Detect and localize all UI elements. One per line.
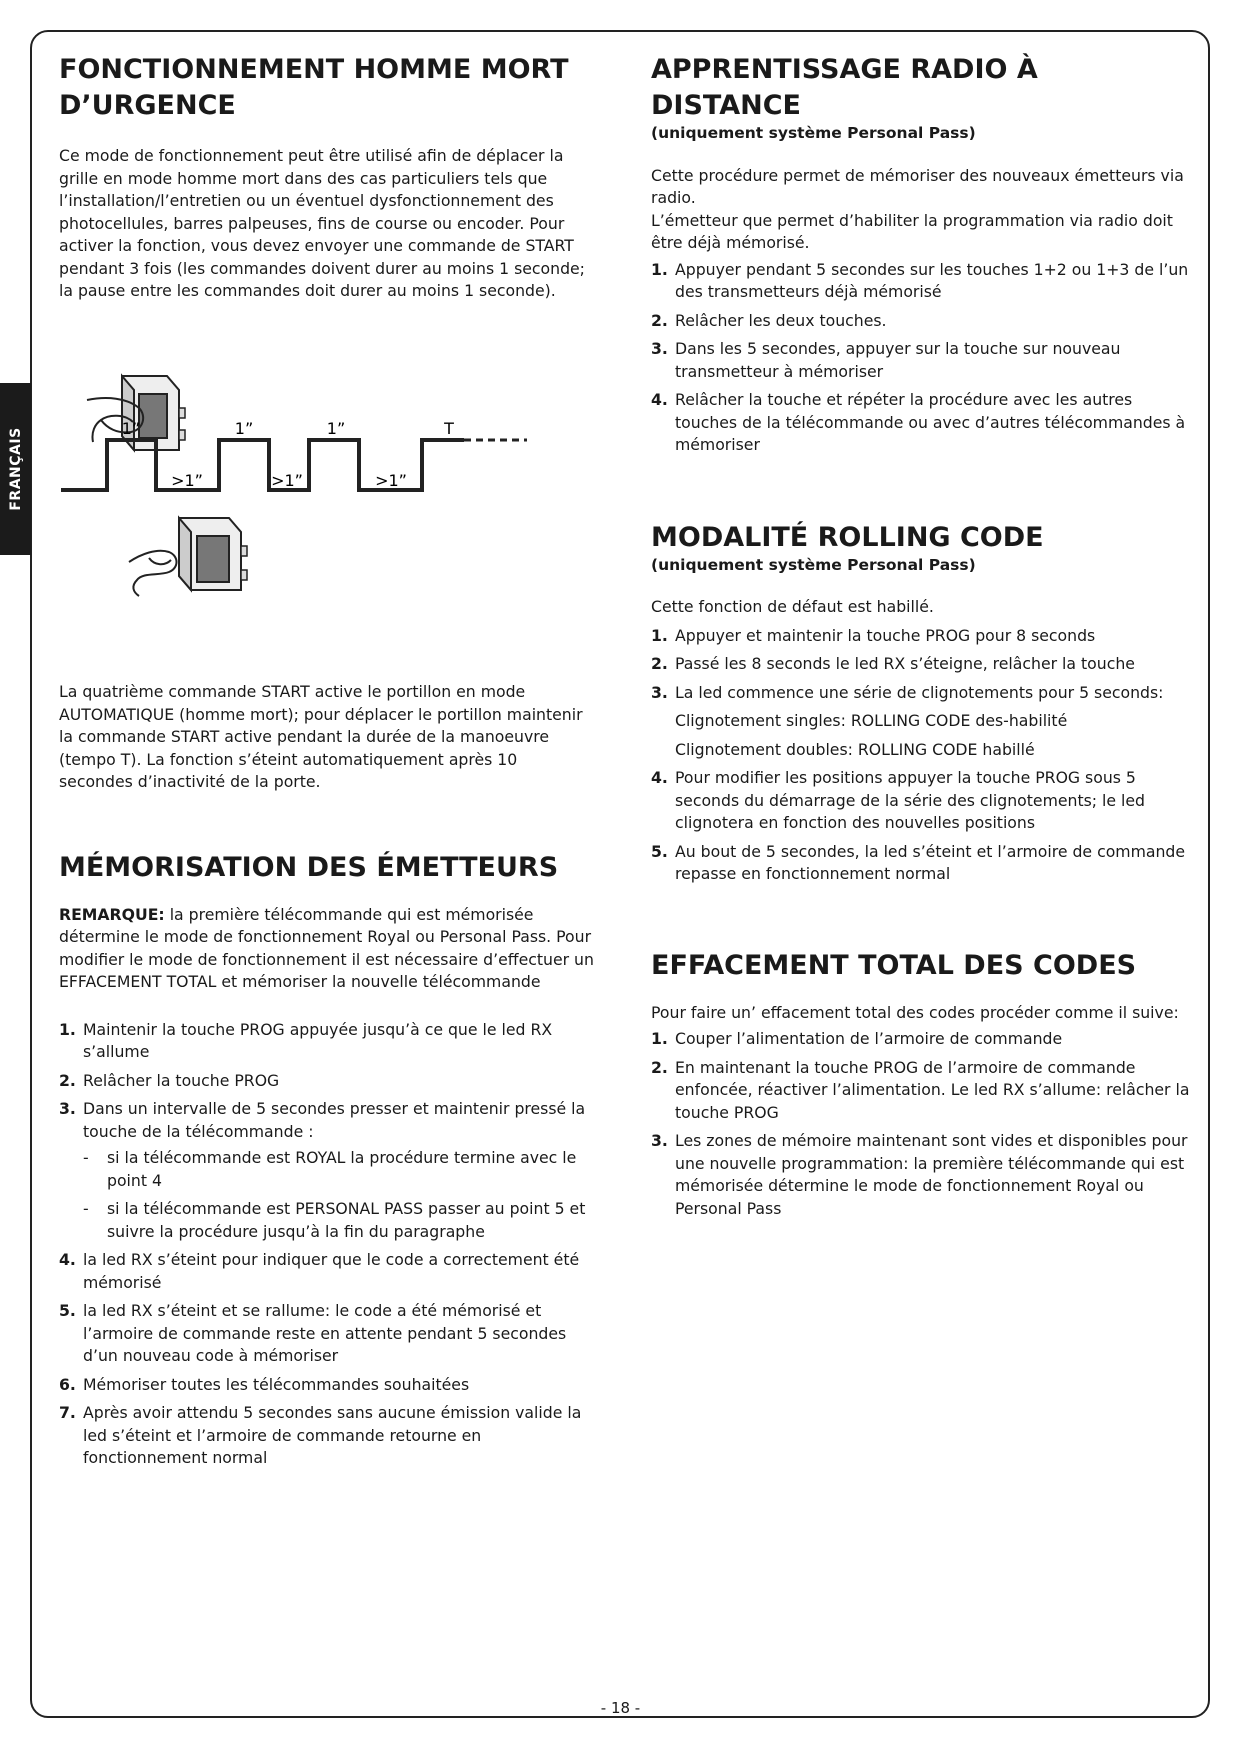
section-title-homme-mort: FONCTIONNEMENT HOMME MORT D’URGENCE — [59, 54, 569, 121]
note-label: REMARQUE: — [59, 904, 165, 924]
language-tab-label: FRANÇAIS — [7, 427, 24, 511]
step-number: 3. — [651, 682, 668, 702]
step-text: Pour modifier les positions appuyer la touche PROG sous 5 seconds du démarrage de la série des clignotements; le led clignotera en fonction des nouvelles positions — [675, 768, 1146, 832]
step-number: 2. — [651, 310, 668, 330]
page-number: - 18 - — [600, 1699, 641, 1717]
pulse-label: T — [444, 419, 454, 438]
step-text: la led RX s’éteint pour indiquer que le code a correctement été mémorisé — [83, 1250, 580, 1292]
note-text: la première télécommande qui est mémorisée détermine le mode de fonctionnement Royal ou Personal Pass. Pour modifier le mode de fonctionnement il est nécessaire d’effectuer un EFFACEMENT TOTAL et mémoriser la nouvelle télécommande — [59, 904, 594, 991]
step-number: 6. — [59, 1374, 76, 1394]
section-subtitle: (uniquement système Personal Pass) — [651, 555, 976, 574]
list-item — [651, 767, 1191, 835]
right-column — [651, 52, 1191, 1226]
left-column — [59, 52, 594, 303]
step-text: Appuyer et maintenir la touche PROG pour 8 seconds — [675, 625, 1096, 645]
list-item — [651, 625, 1191, 648]
rolling-code-intro: Cette fonction de défaut est habillé. — [651, 597, 934, 616]
memorisation-note — [59, 904, 594, 994]
sub-list-item — [83, 1147, 594, 1192]
step-number: 2. — [59, 1070, 76, 1090]
step-number: 1. — [651, 259, 668, 279]
step-text: En maintenant la touche PROG de l’armoire de commande enfoncée, réactiver l’alimentation. Le led RX s’allume: relâcher la touche PROG — [675, 1057, 1190, 1122]
list-item — [651, 259, 1191, 304]
effacement-steps — [651, 1028, 1191, 1220]
sub-step-text: si la télécommande est PERSONAL PASS passer au point 5 et suivre la procédure jusqu’à la fin du paragraphe — [107, 1199, 586, 1241]
step-text: Appuyer pendant 5 secondes sur les touches 1+2 ou 1+3 de l’un des transmetteurs déjà mémorisé — [675, 259, 1189, 301]
sub-list-item — [83, 1198, 594, 1243]
timing-diagram-svg — [59, 358, 619, 668]
step-text: Relâcher les deux touches. — [675, 310, 887, 330]
list-item — [651, 1028, 1191, 1051]
list-item — [59, 1402, 594, 1470]
pause-label: >1” — [171, 471, 203, 490]
homme-mort-paragraph-2: La quatrième commande START active le portillon en mode AUTOMATIQUE (homme mort); pour déplacer le portillon maintenir la commande START active pendant la durée de la manoeuvre (tempo T). La fonction s’éteint automatiquement après 10 secondes d’inactivité de la porte. — [59, 682, 583, 791]
step-text: Maintenir la touche PROG appuyée jusqu’à ce que le led RX s’allume — [83, 1019, 553, 1061]
step-number: 4. — [59, 1250, 76, 1269]
step-number: 2. — [651, 654, 668, 673]
section-title-memorisation: MÉMORISATION DES ÉMETTEURS — [59, 851, 559, 883]
dash-marker: - — [83, 1199, 89, 1218]
apprentissage-intro-2: L’émetteur que permet d’habiliter la programmation via radio doit être déjà mémorisé. — [651, 210, 1173, 252]
step-number: 3. — [651, 339, 668, 358]
pause-label: >1” — [375, 471, 407, 490]
effacement-intro: Pour faire un’ effacement total des codes procéder comme il suive: — [651, 1002, 1179, 1022]
step-number: 3. — [59, 1099, 76, 1118]
step-number: 4. — [651, 768, 668, 787]
section-title-apprentissage: APPRENTISSAGE RADIO À DISTANCE — [651, 54, 1038, 121]
dash-marker: - — [83, 1148, 89, 1167]
homme-mort-paragraph: Ce mode de fonctionnement peut être utilisé afin de déplacer la grille en mode homme mort dans des cas particuliers tels que l’installation/l’entretien ou un éventuel dysfonctionnement des photocellules, barres palpeuses, fins de course ou encoder. Pour activer la fonction, vous devez envoyer une commande de START pendant 3 fois (les commandes doivent durer au moins 1 seconde; la pause entre les commandes doit durer au moins 1 seconde). — [59, 146, 585, 300]
list-item — [651, 389, 1191, 457]
section-title-effacement: EFFACEMENT TOTAL DES CODES — [651, 949, 1137, 981]
list-item — [59, 1300, 594, 1368]
rolling-code-steps — [651, 625, 1191, 886]
step-text: Les zones de mémoire maintenant sont vides et disponibles pour une nouvelle programmation: la première télécommande qui est mémorisée détermine le mode de fonctionnement Royal ou Personal Pass — [675, 1131, 1188, 1218]
list-item — [651, 1130, 1191, 1220]
list-item — [59, 1070, 594, 1093]
list-item — [651, 653, 1191, 676]
step-text: Mémoriser toutes les télécommandes souhaitées — [83, 1374, 470, 1394]
step-number: 1. — [59, 1019, 76, 1039]
memorisation-steps — [59, 1019, 594, 1470]
step-text: Couper l’alimentation de l’armoire de commande — [675, 1029, 1063, 1048]
list-item — [59, 1374, 594, 1397]
list-item — [59, 1249, 594, 1294]
step-number: 1. — [651, 625, 668, 645]
list-item — [651, 1057, 1191, 1125]
step-text: Au bout de 5 secondes, la led s’éteint et l’armoire de commande repasse en fonctionnement normal — [675, 841, 1186, 883]
section-subtitle: (uniquement système Personal Pass) — [651, 124, 976, 142]
step-text: Passé les 8 seconds le led RX s’éteigne, relâcher la touche — [675, 654, 1135, 673]
language-tab — [0, 383, 31, 555]
section-title-rolling-code: MODALITÉ ROLLING CODE — [651, 521, 1044, 553]
list-item — [59, 1098, 594, 1243]
step-number: 2. — [651, 1057, 668, 1077]
blink-single: Clignotement singles: ROLLING CODE des-habilité — [675, 711, 1068, 730]
button-released-icon — [129, 518, 247, 596]
step-number: 7. — [59, 1403, 76, 1422]
step-text: La led commence une série de clignotements pour 5 seconds: — [675, 682, 1164, 702]
step-text: la led RX s’éteint et se rallume: le code a été mémorisé et l’armoire de commande reste en attente pendant 5 secondes d’un nouveau code à mémoriser — [83, 1301, 567, 1365]
sub-step-text: si la télécommande est ROYAL la procédure termine avec le point 4 — [107, 1148, 577, 1190]
step-number: 3. — [651, 1131, 668, 1150]
step-number: 1. — [651, 1029, 668, 1048]
pause-label: >1” — [271, 471, 303, 490]
pulse-label: 1” — [326, 419, 346, 438]
list-item — [651, 338, 1191, 383]
step-text: Après avoir attendu 5 secondes sans aucune émission valide la led s’éteint et l’armoire de commande retourne en fonctionnement normal — [83, 1403, 582, 1467]
step-number: 4. — [651, 390, 668, 409]
sub-steps — [83, 1147, 594, 1243]
step-text: Relâcher la touche PROG — [83, 1070, 280, 1090]
blink-double: Clignotement doubles: ROLLING CODE habillé — [675, 739, 1035, 759]
step-number: 5. — [651, 841, 668, 861]
step-text: Dans un intervalle de 5 secondes presser et maintenir pressé la touche de la télécommande : — [83, 1099, 586, 1141]
list-item — [651, 310, 1191, 333]
pulse-label: 1” — [121, 419, 141, 438]
list-item — [651, 841, 1191, 886]
step-text: Dans les 5 secondes, appuyer sur la touche sur nouveau transmetteur à mémoriser — [675, 339, 1121, 381]
list-item — [651, 682, 1191, 762]
timing-diagram — [59, 358, 619, 668]
pulse-label: 1” — [234, 419, 254, 438]
left-column-lower — [59, 681, 594, 1476]
apprentissage-steps — [651, 259, 1191, 457]
step-text: Relâcher la touche et répéter la procédure avec les autres touches de la télécommande ou avec d’autres télécommandes à mémoriser — [675, 390, 1186, 454]
apprentissage-intro-1: Cette procédure permet de mémoriser des nouveaux émetteurs via radio. — [651, 165, 1184, 207]
list-item — [59, 1019, 594, 1064]
step-number: 5. — [59, 1301, 76, 1320]
